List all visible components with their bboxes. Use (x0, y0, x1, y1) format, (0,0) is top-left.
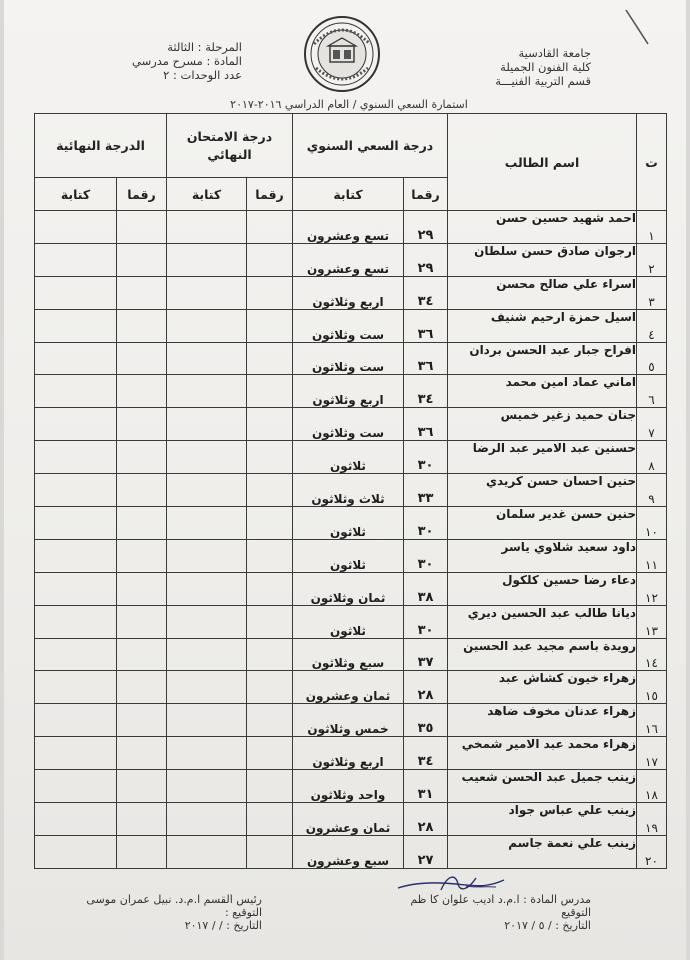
annual-digits: ٣٦ (404, 309, 448, 342)
student-name: افراح جبار عبد الحسن بردان (448, 342, 637, 375)
exam-words (167, 638, 247, 671)
student-name: اماني عماد امين محمد (448, 375, 637, 408)
annual-digits: ٣٣ (404, 474, 448, 507)
annual-words: سبع وعشرون (293, 835, 404, 868)
annual-digits: ٣٤ (404, 276, 448, 309)
table-row (35, 605, 667, 638)
final-digits (117, 211, 167, 244)
student-name: زينب علي نعمة جاسم (448, 835, 637, 868)
exam-digits (247, 474, 293, 507)
exam-words (167, 671, 247, 704)
seq-cell: ١٥ (637, 671, 667, 704)
final-digits (117, 770, 167, 803)
form-title: استمارة السعي السنوي / العام الدراسي ٢٠١٦-٢٠١٧ (230, 98, 468, 111)
annual-digits: ٣٠ (404, 539, 448, 572)
annual-digits: ٣٦ (404, 408, 448, 441)
annual-digits: ٢٨ (404, 803, 448, 836)
final-digits (117, 408, 167, 441)
seq-cell: ١٧ (637, 737, 667, 770)
exam-digits (247, 770, 293, 803)
student-name: حسنين عبد الامير عبد الرضا (448, 441, 637, 474)
seq-header: ت (637, 114, 667, 211)
student-name: زهراء عدنان مخوف ضاهد (448, 704, 637, 737)
head-date: التاريخ : / / ٢٠١٧ (184, 919, 262, 932)
exam-digits (247, 408, 293, 441)
seq-cell: ١٤ (637, 638, 667, 671)
student-name: اسيل حمزة ارحيم شنيف (448, 309, 637, 342)
exam-words (167, 211, 247, 244)
seq-cell: ٧ (637, 408, 667, 441)
seq-cell: ١٠ (637, 507, 667, 540)
final-words (35, 507, 117, 540)
exam-words (167, 441, 247, 474)
student-name: زهراء محمد عبد الامير شمخي (448, 737, 637, 770)
final-words (35, 770, 117, 803)
teacher-date: التاريخ : / ٥ / ٢٠١٧ (504, 919, 591, 932)
seq-cell: ٨ (637, 441, 667, 474)
annual-digits: ٢٨ (404, 671, 448, 704)
table-row (35, 572, 667, 605)
annual-digits: ٣٨ (404, 572, 448, 605)
annual-digits: ٣٤ (404, 737, 448, 770)
exam-words (167, 342, 247, 375)
head-signature-label: التوقيع : (224, 906, 262, 919)
table-row (35, 770, 667, 803)
table-row (35, 276, 667, 309)
annual-words: ست وثلاثون (293, 309, 404, 342)
exam-digits (247, 276, 293, 309)
final-digits (117, 671, 167, 704)
final-words (35, 408, 117, 441)
final-digits (117, 835, 167, 868)
final-words (35, 276, 117, 309)
exam-words (167, 803, 247, 836)
seq-cell: ٥ (637, 342, 667, 375)
annual-words: خمس وثلاثون (293, 704, 404, 737)
exam-digits (247, 441, 293, 474)
table-row (35, 342, 667, 375)
course-info (122, 40, 242, 82)
annual-digits: ٣٦ (404, 342, 448, 375)
table-row (35, 474, 667, 507)
annual-digits: ٢٩ (404, 211, 448, 244)
seq-cell: ٢٠ (637, 835, 667, 868)
student-name: احمد شهيد حسين حسن (448, 211, 637, 244)
student-name: ديانا طالب عبد الحسين ديري (448, 605, 637, 638)
final-words (35, 605, 117, 638)
annual-words: اربع وثلاثون (293, 737, 404, 770)
final-digits (117, 441, 167, 474)
annual-words: سبع وثلاثون (293, 638, 404, 671)
table-row (35, 211, 667, 244)
student-name: دعاء رضا حسين كلكول (448, 572, 637, 605)
final-digits-header: رقما (117, 178, 167, 211)
student-name: زينب جميل عبد الحسن شعيب (448, 770, 637, 803)
university-seal (302, 14, 382, 94)
exam-words (167, 375, 247, 408)
table-row (35, 441, 667, 474)
exam-digits (247, 638, 293, 671)
university-name: جامعة القادسية (518, 46, 591, 60)
exam-words-header: كتابة (167, 178, 247, 211)
final-digits (117, 474, 167, 507)
final-words (35, 309, 117, 342)
final-words (35, 375, 117, 408)
annual-digits: ٢٩ (404, 243, 448, 276)
seq-cell: ١٩ (637, 803, 667, 836)
annual-digits-header: رقما (404, 178, 448, 211)
seq-cell: ١٦ (637, 704, 667, 737)
annual-words: تسع وعشرون (293, 243, 404, 276)
seq-cell: ٣ (637, 276, 667, 309)
annual-words: واحد وثلاثون (293, 770, 404, 803)
seq-cell: ١٢ (637, 572, 667, 605)
table-row (35, 638, 667, 671)
exam-header: درجة الامتحان النهائي (167, 114, 293, 178)
document-sheet (4, 0, 686, 960)
student-name: ارجوان صادق حسن سلطان (448, 243, 637, 276)
exam-digits (247, 243, 293, 276)
student-name: جنان حميد زغير خميس (448, 408, 637, 441)
annual-words: ست وثلاثون (293, 342, 404, 375)
final-digits (117, 243, 167, 276)
seq-cell: ١ (637, 211, 667, 244)
table-row (35, 671, 667, 704)
final-words (35, 704, 117, 737)
final-header: الدرجة النهائية (35, 114, 167, 178)
exam-digits (247, 803, 293, 836)
seq-cell: ٢ (637, 243, 667, 276)
exam-digits (247, 309, 293, 342)
final-digits (117, 605, 167, 638)
student-name: حنين حسن غدير سلمان (448, 507, 637, 540)
annual-words: ست وثلاثون (293, 408, 404, 441)
final-words (35, 572, 117, 605)
exam-digits (247, 342, 293, 375)
exam-words (167, 572, 247, 605)
college-name: كلية الفنون الجميلة (500, 60, 591, 74)
final-words (35, 539, 117, 572)
exam-digits (247, 835, 293, 868)
exam-words (167, 539, 247, 572)
final-words (35, 638, 117, 671)
table-row (35, 375, 667, 408)
final-digits (117, 704, 167, 737)
table-row (35, 704, 667, 737)
seq-cell: ٦ (637, 375, 667, 408)
seq-cell: ٤ (637, 309, 667, 342)
final-digits (117, 276, 167, 309)
annual-words: اربع وثلاثون (293, 276, 404, 309)
table-row (35, 507, 667, 540)
final-words (35, 441, 117, 474)
annual-digits: ٣٥ (404, 704, 448, 737)
seq-cell: ٩ (637, 474, 667, 507)
department-name: قسم التربية الفنيـــة (495, 74, 591, 88)
annual-digits: ٣٠ (404, 605, 448, 638)
teacher-name: مدرس المادة : ا.م.د اديب علوان كا ظم (410, 893, 591, 906)
final-words (35, 243, 117, 276)
final-words (35, 737, 117, 770)
exam-digits (247, 572, 293, 605)
final-digits (117, 803, 167, 836)
head-footer (86, 893, 262, 932)
seq-cell: ١٣ (637, 605, 667, 638)
exam-words (167, 770, 247, 803)
exam-words (167, 309, 247, 342)
exam-digits (247, 375, 293, 408)
exam-digits (247, 704, 293, 737)
teacher-signature-label: التوقيع (561, 906, 591, 919)
seq-cell: ١٨ (637, 770, 667, 803)
table-row (35, 539, 667, 572)
final-digits (117, 342, 167, 375)
pencil-mark (622, 8, 652, 48)
final-words (35, 671, 117, 704)
student-name: زينب علي عباس جواد (448, 803, 637, 836)
student-name: حنين احسان حسن كريدي (448, 474, 637, 507)
exam-words (167, 276, 247, 309)
final-digits (117, 572, 167, 605)
annual-digits: ٣٤ (404, 375, 448, 408)
exam-digits (247, 507, 293, 540)
final-digits (117, 737, 167, 770)
final-words (35, 342, 117, 375)
seq-cell: ١١ (637, 539, 667, 572)
annual-words: ثمان وعشرون (293, 803, 404, 836)
table-row (35, 803, 667, 836)
final-digits (117, 309, 167, 342)
subject-label: المادة : مسرح مدرسي (132, 54, 242, 68)
annual-words: ثمان وثلاثون (293, 572, 404, 605)
exam-words (167, 704, 247, 737)
annual-words: ثلاثون (293, 539, 404, 572)
exam-words (167, 243, 247, 276)
final-words-header: كتابة (35, 178, 117, 211)
annual-words: ثلاثون (293, 441, 404, 474)
final-digits (117, 375, 167, 408)
exam-words (167, 605, 247, 638)
exam-words (167, 737, 247, 770)
exam-digits (247, 211, 293, 244)
annual-digits: ٣٠ (404, 441, 448, 474)
annual-header: درجة السعي السنوي (293, 114, 448, 178)
stage-label: المرحلة : الثالثة (167, 40, 242, 54)
annual-digits: ٣٠ (404, 507, 448, 540)
final-digits (117, 539, 167, 572)
head-name: رئيس القسم ا.م.د. نبيل عمران موسى (86, 893, 262, 906)
exam-digits (247, 671, 293, 704)
exam-words (167, 408, 247, 441)
exam-digits (247, 737, 293, 770)
annual-words: ثمان وعشرون (293, 671, 404, 704)
annual-words-header: كتابة (293, 178, 404, 211)
annual-words: ثلاثون (293, 507, 404, 540)
annual-words: ثلاث وثلاثون (293, 474, 404, 507)
table-row (35, 243, 667, 276)
final-words (35, 211, 117, 244)
final-digits (117, 638, 167, 671)
final-words (35, 803, 117, 836)
exam-words (167, 507, 247, 540)
exam-digits-header: رقما (247, 178, 293, 211)
units-label: عدد الوحدات : ٢ (163, 68, 242, 82)
exam-words (167, 835, 247, 868)
student-name: رويدة باسم مجيد عبد الحسين (448, 638, 637, 671)
teacher-footer (410, 893, 591, 932)
annual-digits: ٣١ (404, 770, 448, 803)
student-name: اسراء علي صالح محسن (448, 276, 637, 309)
exam-digits (247, 539, 293, 572)
final-words (35, 835, 117, 868)
table-row (35, 309, 667, 342)
exam-digits (247, 605, 293, 638)
annual-digits: ٢٧ (404, 835, 448, 868)
annual-words: اربع وثلاثون (293, 375, 404, 408)
table-row (35, 737, 667, 770)
student-name: زهراء خيون كشاش عبد (448, 671, 637, 704)
table-row (35, 408, 667, 441)
grades-table (34, 113, 667, 869)
annual-words: تسع وعشرون (293, 211, 404, 244)
final-digits (117, 507, 167, 540)
exam-words (167, 474, 247, 507)
table-row (35, 835, 667, 868)
university-info (495, 46, 591, 88)
final-words (35, 474, 117, 507)
name-header: اسم الطالب (448, 114, 637, 211)
annual-words: ثلاثون (293, 605, 404, 638)
annual-digits: ٣٧ (404, 638, 448, 671)
student-name: داود سعيد شلاوي ياسر (448, 539, 637, 572)
